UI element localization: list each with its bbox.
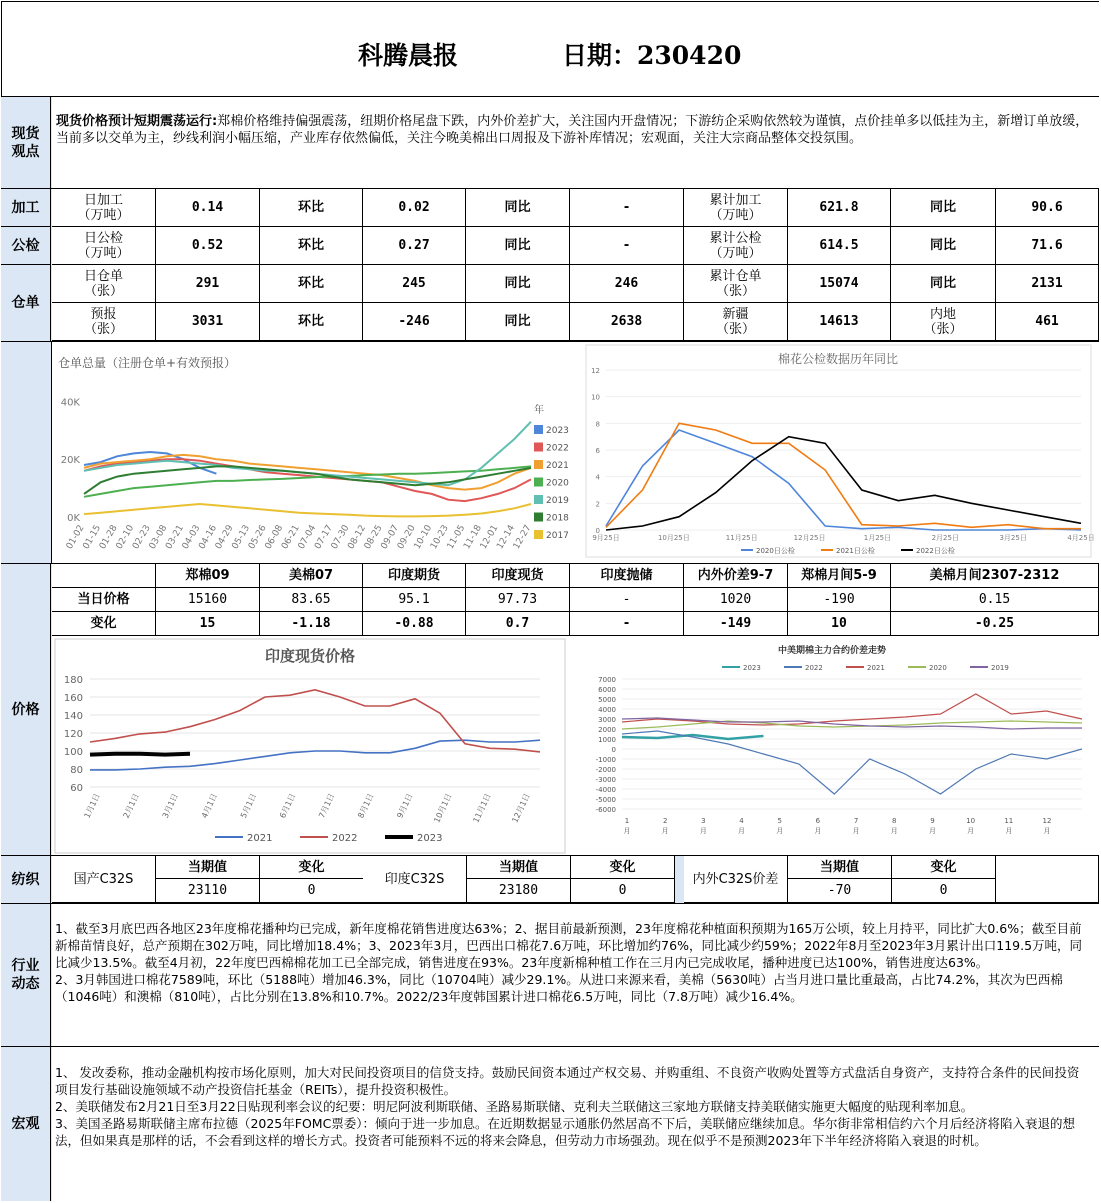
spot-view-headline: 现货价格预计短期震荡运行: (56, 114, 218, 129)
price-change-1: -1.18 (260, 612, 363, 636)
india-legend-2021: 2021 (247, 833, 273, 844)
macro-section (1, 1046, 1099, 1201)
yarn-a-v2: 0 (260, 879, 364, 903)
warehouse-xtick-03-08: 03-08 (147, 523, 170, 552)
industry-content (52, 904, 1099, 1046)
spread-chart-title: 中美期棉主力合约价差走势 (777, 646, 887, 656)
spread-ytick--1000: -1000 (595, 756, 616, 764)
india-legend-2023: 2023 (417, 833, 443, 844)
spread-xtick-8: 9 (930, 817, 935, 825)
yarn-c-h1: 当期值 (788, 856, 892, 879)
spread-legend-2023: 2023 (743, 664, 761, 672)
price-header-0: 郑棉09 (156, 564, 260, 588)
macro-item-3: 3、美国圣路易斯联储主席布拉德（2025年FOMC票委）：倾向于进一步加息。在近期数据显示通胀仍然居高不下后，美联储应继续加息。华尔街非常相信约六个月后经济将陷入衰退的想法，但如果真是那样的话，不会看到这样的增长方式。投资者可能预料不远的将来会降息，但劳动力市场强劲。现在似乎不是预测2023年下半年经济将陷入衰退的时机。 (55, 1116, 1076, 1148)
yarn-a-v1: 23110 (156, 879, 260, 903)
warehouse-xtick-04-03: 04-03 (180, 523, 203, 552)
price-header-1: 美棉07 (260, 564, 363, 588)
price-header-6: 郑棉月间5-9 (788, 564, 891, 588)
stats-row3-v5: 2131 (996, 265, 1099, 303)
spread-xtick-6: 7 (853, 817, 859, 825)
spread-xtick-unit-1: 月 (661, 827, 669, 835)
spread-series-2022 (622, 731, 1082, 794)
warehouse-xtick-04-29: 04-29 (213, 523, 236, 552)
price-header-corner (52, 564, 156, 588)
warehouse-xtick-02-23: 02-23 (131, 523, 153, 552)
stats-row4-c1: 预报 （张） (52, 303, 156, 341)
price-today-3: 97.73 (466, 588, 570, 612)
yarn-c-v2: 0 (892, 879, 996, 903)
stats-row4-v1: 3031 (156, 303, 260, 341)
warehouse-legend-2021: 2021 (546, 461, 569, 471)
spread-ytick--6000: -6000 (595, 806, 616, 814)
india-ytick-160: 160 (63, 693, 83, 704)
warehouse-xtick-12-27: 12-27 (511, 523, 534, 552)
industry-item-2: 2、3月韩国进口棉花7589吨，环比（5188吨）增加46.3%，同比（10704吨）减少29.1%。从进口来源来看，美棉（5630吨）占当月进口量比重最高，占比74.2%，其次为巴西棉（1046吨）和澳棉（810吨），占比分别在13.8%和10.7%。2022/23年度韩国累计进口棉花6.5万吨，同比（7.8万吨）减少16.4%。 (55, 972, 1063, 1004)
price-today-1: 83.65 (260, 588, 363, 612)
stats-row3-c4: 累计仓单 （张） (684, 265, 788, 303)
price-change-3: 0.7 (466, 612, 570, 636)
spread-xtick-unit-5: 月 (814, 827, 822, 835)
price-change-0: 15 (156, 612, 260, 636)
stats-row4-v5: 461 (996, 303, 1099, 341)
yarn-b-v1: 23180 (467, 879, 571, 903)
stats-row1-c3: 同比 (466, 189, 570, 227)
stats-row1-c5: 同比 (891, 189, 996, 227)
stats-row2-v5: 71.6 (996, 227, 1099, 265)
spread-ytick-2000: 2000 (598, 726, 616, 734)
report-title: 科腾晨报 (358, 41, 459, 70)
stats-row1-v1: 0.14 (156, 189, 260, 227)
stats-row3-c1: 日仓单 （张） (52, 265, 156, 303)
warehouse-xtick-05-26: 05-26 (246, 523, 269, 552)
spread-ytick--2000: -2000 (595, 766, 616, 774)
warehouse-legend-swatch-2018 (534, 513, 543, 522)
india-xtick-9: 10月1日 (432, 792, 454, 825)
stats-row2-v2: 0.27 (363, 227, 466, 265)
price-today-4: - (570, 588, 684, 612)
warehouse-xtick-10-10: 10-10 (412, 523, 435, 552)
yarn-grid (52, 856, 1099, 903)
price-change-6: 10 (788, 612, 891, 636)
india-xtick-6: 7月1日 (317, 792, 337, 820)
yarn-b-label: 印度C32S (363, 856, 467, 903)
warehouse-xtick-12-14: 12-14 (495, 523, 518, 552)
inspection-ytick-8: 8 (595, 420, 600, 429)
india-chart-title: 印度现货价格 (264, 647, 356, 665)
industry-item-1: 1、截至3月底巴西各地区23年度棉花播种均已完成，新年度棉花销售进度达63%；2、据目前最新预测，23年度棉花种植面积预期为165万公顷，较上月持平，同比扩大0.6%；截至目前新棉苗情良好，总产预期在302万吨，同比增加18.4%；3、2023年3月，巴西出口棉花7.6万吨，环比增加约76%，同比减少约59%；2022年8月至2023年3月累计出口119.5万吨，同比减少13.5%。截至4月初，22年度巴西棉棉花加工已全部完成，销售进度在93%。23年度新棉种植工作在三月内已完成收尾，播种进度已达100%，销售进度达63%。 (55, 921, 1083, 970)
inspection-xtick-11月25日: 11月25日 (725, 534, 758, 542)
india-chart-frame (55, 639, 565, 853)
yarn-a-h2: 变化 (260, 856, 364, 879)
spread-xtick-unit-8: 月 (928, 827, 936, 835)
spread-xtick-0: 1 (624, 817, 630, 825)
warehouse-xtick-01-28: 01-28 (97, 523, 120, 552)
yarn-b-h2: 变化 (571, 856, 675, 879)
spread-xtick-1: 2 (662, 817, 668, 825)
spot-view-section (1, 96, 1099, 188)
price-change-4: - (570, 612, 684, 636)
india-xtick-1: 2月1日 (121, 792, 141, 820)
price-row-label-today: 当日价格 (52, 588, 156, 612)
stats-row3-v3: 246 (570, 265, 684, 303)
warehouse-xtick-07-04: 07-04 (296, 523, 319, 552)
charts-section (1, 341, 1099, 563)
warehouse-chart-title: 仓单总量（注册仓单+有效预报） (58, 356, 237, 370)
stats-row2-v4: 614.5 (788, 227, 891, 265)
stats-row4-c4: 新疆 （张） (684, 303, 788, 341)
warehouse-xtick-08-12: 08-12 (346, 523, 369, 552)
stats-row4-v2: -246 (363, 303, 466, 341)
macro-label: 宏观 (1, 1047, 51, 1201)
stats-row2-c1: 日公检 （万吨） (52, 227, 156, 265)
stats-row1-c2: 环比 (260, 189, 363, 227)
stats-row1-c1: 日加工 （万吨） (52, 189, 156, 227)
warehouse-series-2017 (84, 504, 531, 516)
warehouse-legend-swatch-2022 (534, 443, 543, 452)
warehouse-xtick-03-21: 03-21 (164, 523, 186, 552)
macro-content (52, 1047, 1099, 1201)
inspection-xtick-9月25日: 9月25日 (592, 534, 620, 542)
warehouse-xtick-01-02: 01-02 (64, 523, 87, 552)
warehouse-xtick-05-13: 05-13 (230, 523, 253, 552)
inspection-ytick-2: 2 (595, 500, 600, 509)
spread-xtick-unit-4: 月 (776, 827, 784, 835)
cn-us-spread-chart (572, 639, 1092, 853)
warehouse-legend-2018: 2018 (546, 513, 569, 524)
inspection-chart-title: 棉花公检数据历年同比 (777, 352, 899, 366)
stats-row2-c5: 同比 (891, 227, 996, 265)
inspection-xtick-12月25日: 12月25日 (793, 534, 826, 542)
spread-ytick-6000: 6000 (598, 686, 616, 694)
stats-row3-c2: 环比 (260, 265, 363, 303)
india-ytick-80: 80 (70, 765, 83, 776)
stats-row1-v3: - (570, 189, 684, 227)
warehouse-legend-swatch-2020 (534, 478, 543, 487)
spread-xtick-unit-11: 月 (1043, 827, 1051, 835)
inspection-ytick-12: 12 (591, 367, 600, 375)
warehouse-legend-2022: 2022 (546, 443, 569, 454)
warehouse-xtick-06-21: 06-21 (280, 523, 302, 552)
stats-row1-v2: 0.02 (363, 189, 466, 227)
price-today-6: -190 (788, 588, 891, 612)
stats-row3-c5: 同比 (891, 265, 996, 303)
warehouse-xtick-11-18: 11-18 (462, 523, 484, 552)
india-ytick-120: 120 (63, 729, 83, 740)
india-xtick-7: 8月1日 (356, 792, 376, 820)
inspection-xtick-2月25日: 2月25日 (931, 534, 959, 542)
inspection-xtick-4月25日: 4月25日 (1067, 534, 1095, 542)
india-xtick-3: 4月1日 (199, 792, 220, 820)
spread-ytick-1000: 1000 (598, 736, 616, 744)
yarn-b-v2: 0 (571, 879, 675, 903)
spread-legend-2022: 2022 (805, 664, 823, 672)
inspection-legend-2020日公检: 2020日公检 (756, 547, 795, 555)
warehouse-ytick-40K: 40K (60, 397, 80, 409)
price-change-7: -0.25 (891, 612, 1099, 636)
warehouse-ytick-20K: 20K (60, 455, 80, 467)
yarn-section (1, 855, 1099, 903)
industry-label: 行业 动态 (1, 904, 51, 1046)
spread-xtick-7: 8 (892, 817, 897, 825)
yarn-a-h1: 当期值 (156, 856, 260, 879)
stats-row3-c3: 同比 (466, 265, 570, 303)
warehouse-xtick-06-08: 06-08 (263, 523, 286, 552)
spread-xtick-5: 6 (815, 817, 821, 825)
spot-view-label: 现货 观点 (1, 97, 51, 188)
yarn-label: 纺织 (1, 856, 51, 903)
warehouse-xtick-02-10: 02-10 (114, 523, 137, 552)
warehouse-legend-2023: 2023 (546, 426, 569, 436)
india-ytick-180: 180 (63, 675, 83, 686)
spread-legend-2019: 2019 (991, 664, 1009, 672)
india-ytick-140: 140 (63, 711, 83, 722)
label-spacer (1, 342, 52, 563)
stats-label-processing: 加工 (1, 189, 51, 227)
price-section (1, 563, 1099, 855)
spread-ytick-5000: 5000 (598, 696, 616, 704)
inspection-legend-2021日公检: 2021日公检 (836, 547, 875, 555)
spread-ytick--4000: -4000 (595, 786, 616, 794)
inspection-xtick-3月25日: 3月25日 (999, 534, 1027, 542)
india-xtick-5: 6月1日 (278, 792, 298, 820)
india-legend-2022: 2022 (332, 833, 358, 844)
spread-xtick-unit-0: 月 (623, 827, 631, 835)
inspection-yoy-chart (586, 345, 1095, 557)
warehouse-xtick-01-15: 01-15 (81, 523, 104, 552)
price-header-5: 内外价差9-7 (684, 564, 788, 588)
price-row-label-change: 变化 (52, 612, 156, 636)
warehouse-xtick-07-17: 07-17 (313, 523, 335, 552)
yarn-a-label: 国产C32S (52, 856, 156, 903)
inspection-legend-2022日公检: 2022日公检 (916, 547, 955, 555)
yarn-spacer (996, 856, 1099, 903)
stats-row1-c4: 累计加工 （万吨） (684, 189, 788, 227)
warehouse-xtick-08-25: 08-25 (362, 523, 385, 552)
stats-row4-v4: 14613 (788, 303, 891, 341)
stats-row4-c2: 环比 (260, 303, 363, 341)
warehouse-xtick-12-01: 12-01 (478, 523, 501, 552)
stats-row3-v1: 291 (156, 265, 260, 303)
warehouse-xtick-11-05: 11-05 (445, 523, 468, 552)
spread-xtick-unit-2: 月 (699, 827, 707, 835)
yarn-b-h1: 当期值 (467, 856, 571, 879)
spot-view-content (52, 97, 1099, 188)
warehouse-xtick-07-30: 07-30 (329, 523, 352, 552)
spread-ytick--5000: -5000 (595, 796, 616, 804)
stats-row4-v3: 2638 (570, 303, 684, 341)
stats-row4-c3: 同比 (466, 303, 570, 341)
stats-row2-v3: - (570, 227, 684, 265)
spread-legend-2021: 2021 (867, 664, 885, 672)
india-xtick-10: 11月1日 (471, 792, 493, 825)
spread-xtick-2: 3 (701, 817, 706, 825)
price-label: 价格 (1, 564, 51, 855)
spread-ytick--3000: -3000 (595, 776, 616, 784)
stats-label-warehouse: 仓单 (1, 265, 51, 341)
stats-row4-c5: 内地 （张） (891, 303, 996, 341)
price-header-3: 印度现货 (466, 564, 570, 588)
warehouse-xtick-09-07: 09-07 (379, 523, 402, 552)
stats-section (1, 188, 1099, 341)
inspection-ytick-0: 0 (595, 527, 600, 535)
india-series-2023 (90, 754, 190, 755)
warehouse-legend-swatch-2023 (534, 425, 543, 434)
spread-xtick-unit-6: 月 (852, 827, 860, 835)
india-xtick-8: 9月1日 (395, 792, 415, 820)
stats-row2-c2: 环比 (260, 227, 363, 265)
spread-xtick-unit-7: 月 (890, 827, 898, 835)
report-header (2, 2, 1099, 96)
india-xtick-0: 1月1日 (82, 792, 102, 820)
spread-legend-2020: 2020 (929, 664, 947, 672)
price-header-7: 美棉月间2307-2312 (891, 564, 1099, 588)
spread-xtick-unit-9: 月 (967, 827, 975, 835)
stats-grid (52, 189, 1099, 341)
inspection-xtick-10月25日: 10月25日 (657, 534, 690, 542)
india-ytick-100: 100 (63, 747, 83, 758)
spread-xtick-3: 4 (739, 817, 744, 825)
warehouse-legend-2020: 2020 (546, 478, 569, 489)
spread-ytick-0: 0 (611, 746, 616, 754)
yarn-c-v1: -70 (788, 879, 892, 903)
stats-row3-v2: 245 (363, 265, 466, 303)
spot-view-body: 郑棉价格维持偏强震荡，纽期价格尾盘下跌，内外价差扩大，关注国内开盘情况；下游纺企采购依然较为谨慎，点价挂单多以低挂为主，新增订单放缓，当前多以交单为主，纱线利润小幅压缩，产业库存依然偏低，关注今晚美棉出口周报及下游补库情况；宏观面，关注大宗商品整体交投氛围。 (56, 114, 1089, 146)
india-spot-price-chart (55, 639, 565, 853)
spread-ytick-4000: 4000 (598, 706, 616, 714)
stats-row1-v5: 90.6 (996, 189, 1099, 227)
macro-item-2: 2、美联储发布2月21日至3月22日贴现利率会议的纪要：明尼阿波利斯联储、圣路易斯联储、克利夫兰联储这三家地方联储支持美联储实施更大幅度的贴现利率加息。 (55, 1099, 974, 1114)
warehouse-legend-swatch-2017 (534, 530, 543, 539)
price-change-5: -149 (684, 612, 788, 636)
spread-ytick-3000: 3000 (598, 716, 616, 724)
warehouse-legend-2017: 2017 (546, 531, 569, 541)
spread-ytick-7000: 7000 (598, 676, 616, 684)
price-table (52, 564, 1099, 636)
inspection-ytick-10: 10 (591, 393, 600, 402)
warehouse-total-chart (56, 347, 569, 559)
inspection-ytick-4: 4 (595, 473, 600, 482)
yarn-c-h2: 变化 (892, 856, 996, 879)
spread-xtick-9: 10 (966, 817, 976, 825)
warehouse-legend-swatch-2021 (534, 460, 543, 469)
warehouse-legend-2019: 2019 (546, 496, 569, 506)
spread-xtick-unit-3: 月 (738, 827, 746, 835)
india-ytick-60: 60 (70, 783, 83, 794)
price-today-2: 95.1 (363, 588, 466, 612)
inspection-xtick-1月25日: 1月25日 (863, 534, 892, 542)
warehouse-legend-swatch-2019 (534, 495, 543, 504)
warehouse-xtick-04-16: 04-16 (197, 523, 220, 552)
stats-row3-v4: 15074 (788, 265, 891, 303)
spread-xtick-4: 5 (777, 817, 782, 825)
india-xtick-11: 12月1日 (510, 792, 532, 825)
price-today-5: 1020 (684, 588, 788, 612)
warehouse-series-2020 (84, 466, 531, 496)
spread-xtick-10: 11 (1004, 817, 1014, 825)
warehouse-xtick-09-20: 09-20 (395, 523, 418, 552)
india-xtick-2: 3月1日 (160, 792, 180, 820)
warehouse-legend-title: 年 (534, 405, 544, 416)
stats-row2-c4: 累计公检 （万吨） (684, 227, 788, 265)
stats-label-inspection: 公检 (1, 227, 51, 265)
price-today-7: 0.15 (891, 588, 1099, 612)
price-header-2: 印度期货 (363, 564, 466, 588)
india-xtick-4: 5月1日 (238, 792, 259, 820)
price-today-0: 15160 (156, 588, 260, 612)
stats-row2-v1: 0.52 (156, 227, 260, 265)
inspection-ytick-6: 6 (595, 447, 600, 455)
price-charts-area (52, 636, 1099, 855)
stats-row2-c3: 同比 (466, 227, 570, 265)
warehouse-xtick-10-23: 10-23 (429, 523, 451, 552)
price-change-2: -0.88 (363, 612, 466, 636)
industry-section (1, 903, 1099, 1046)
yarn-c-label: 内外C32S价差 (684, 856, 788, 903)
warehouse-ytick-0K: 0K (67, 513, 80, 524)
price-header-4: 印度抛储 (570, 564, 684, 588)
spread-xtick-unit-10: 月 (1005, 827, 1013, 835)
report-date: 日期：230420 (562, 41, 742, 70)
macro-item-1: 1、 发改委称，推动金融机构按市场化原则，加大对民间投资项目的信贷支持。鼓励民间资本通过产权交易、并购重组、不良资产收购处置等方式盘活自身资产，支持符合条件的民间投资项目发行基础设施领域不动产投资信托基金（REITs），提升投资积极性。 (55, 1065, 1080, 1097)
spread-xtick-11: 12 (1042, 817, 1052, 825)
stats-row1-v4: 621.8 (788, 189, 891, 227)
